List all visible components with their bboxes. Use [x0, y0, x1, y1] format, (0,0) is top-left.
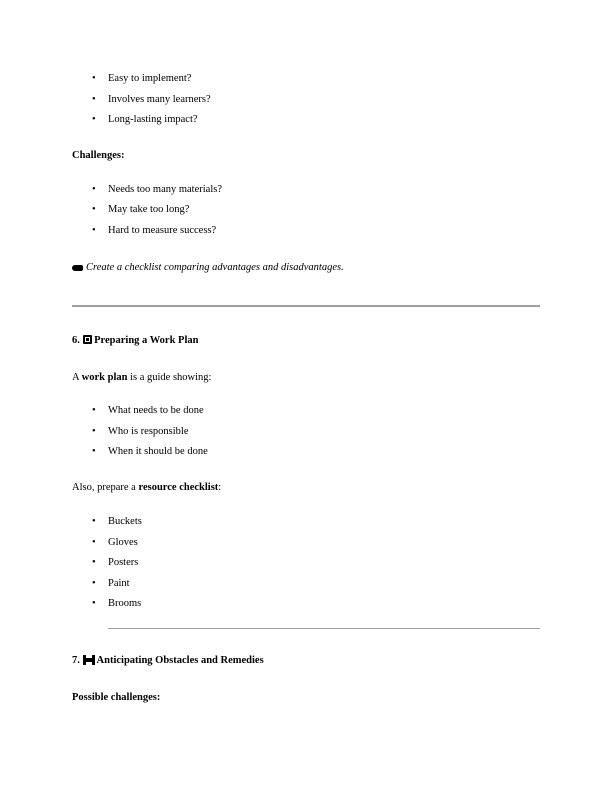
list-item-text: May take too long? [108, 204, 190, 215]
list-item-text: Paint [108, 578, 130, 589]
list-item-text: Easy to implement? [108, 73, 192, 84]
list-item-text: What needs to be done [108, 405, 204, 416]
divider [108, 628, 540, 629]
bold-term: work plan [81, 372, 128, 383]
section-title: Anticipating Obstacles and Remedies [96, 655, 264, 666]
numbered-box-icon [83, 335, 92, 344]
section-6-heading [72, 334, 198, 348]
list-item-text: Buckets [108, 516, 142, 527]
checklist-note-text: Create a checklist comparing advantages and disadvantages. [86, 262, 344, 273]
list-item-text: Involves many learners? [108, 94, 211, 105]
divider [72, 305, 540, 307]
text: Also, prepare a [72, 482, 139, 493]
work-plan-intro [72, 371, 211, 385]
possible-challenges-heading: Possible challenges: [72, 692, 161, 703]
list-item-text: Posters [108, 557, 139, 568]
pointing-hand-icon [72, 265, 83, 271]
section-7-heading [72, 654, 264, 668]
section-number: 7. [72, 655, 80, 666]
bold-term: resource checklist [138, 482, 219, 493]
list-item-text: Long-lasting impact? [108, 114, 198, 125]
list-item-text: Who is responsible [108, 426, 189, 437]
challenges-heading: Challenges: [72, 150, 125, 161]
list-item-text: Hard to measure success? [108, 225, 217, 236]
text: A [72, 372, 82, 383]
list-item-text: Brooms [108, 598, 142, 609]
list-item-text: When it should be done [108, 446, 208, 457]
checklist-note [72, 261, 344, 275]
text: : [218, 482, 222, 493]
text: is a guide showing: [127, 372, 212, 383]
list-item-text: Needs too many materials? [108, 184, 223, 195]
resource-intro [72, 481, 221, 495]
list-item-text: Gloves [108, 537, 138, 548]
section-number: 6. [72, 335, 80, 346]
construction-barrier-icon [83, 655, 95, 665]
section-title: Preparing a Work Plan [94, 335, 199, 346]
